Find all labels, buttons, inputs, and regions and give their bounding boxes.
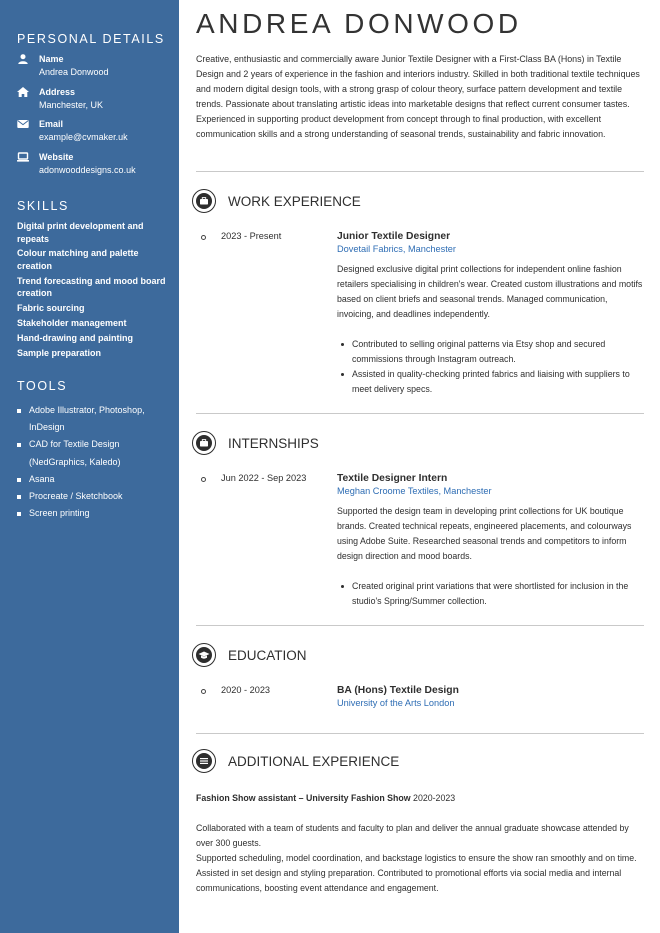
tools-heading: TOOLS bbox=[17, 379, 68, 393]
additional-role: Fashion Show assistant – University Fashion Show bbox=[196, 793, 411, 803]
tool-item: Adobe Illustrator, Photoshop, InDesign bbox=[17, 402, 167, 436]
additional-heading bbox=[196, 793, 455, 803]
work-description: Designed exclusive digital print collections for independent online fashion retailers specialising in children's wear. Created custom illustrations and motifs based on client briefs and seasonal trends. Managed communication, invoicing, and deadlines independently. bbox=[337, 264, 643, 319]
internships-title: INTERNSHIPS bbox=[228, 436, 319, 451]
internship-date: Jun 2022 - Sep 2023 bbox=[221, 473, 307, 483]
skills-list bbox=[17, 220, 167, 362]
user-icon bbox=[17, 54, 29, 64]
internship-description: Supported the design team in developing print collections for UK boutique brands. Created technical repeats, engineered placements, and colourways using Adobe Suite. Researched seasonal trends and competitors to inform design direction and mood boards. bbox=[337, 506, 632, 561]
personal-website-label: Website bbox=[39, 152, 74, 162]
divider bbox=[196, 171, 644, 172]
skill-item: Digital print development and repeats bbox=[17, 221, 144, 244]
education-title: EDUCATION bbox=[228, 648, 307, 663]
additional-description bbox=[196, 821, 646, 896]
tools-list bbox=[17, 402, 167, 522]
briefcase-icon bbox=[192, 189, 216, 213]
list-item: Contributed to selling original patterns via Etsy shop and secured commissions through Instagram outreach. bbox=[337, 337, 645, 367]
list-item: Assisted in quality-checking printed fabrics and liaising with suppliers to meet delivery specs. bbox=[337, 367, 645, 397]
divider bbox=[196, 733, 644, 734]
timeline-dot bbox=[201, 689, 206, 694]
tool-item: CAD for Textile Design (NedGraphics, Kaledo) bbox=[17, 436, 167, 470]
candidate-name: ANDREA DONWOOD bbox=[196, 8, 522, 39]
envelope-icon bbox=[17, 119, 29, 129]
tool-item: Screen printing bbox=[17, 505, 167, 522]
personal-email-label: Email bbox=[39, 119, 64, 129]
personal-name-value: Andrea Donwood bbox=[39, 67, 109, 77]
tool-item: Procreate / Sketchbook bbox=[17, 488, 167, 505]
graduation-cap-icon bbox=[192, 643, 216, 667]
education-degree: BA (Hons) Textile Design bbox=[337, 685, 459, 696]
skill-item: Fabric sourcing bbox=[17, 303, 85, 314]
divider bbox=[196, 625, 644, 626]
work-date: 2023 - Present bbox=[221, 231, 282, 241]
skill-item: Hand-drawing and painting bbox=[17, 332, 133, 343]
personal-website-value[interactable]: adonwooddesigns.co.uk bbox=[39, 165, 136, 175]
timeline-dot bbox=[201, 477, 206, 482]
timeline-dot bbox=[201, 235, 206, 240]
work-role: Junior Textile Designer bbox=[337, 231, 451, 242]
home-icon bbox=[17, 87, 29, 97]
skills-heading: SKILLS bbox=[17, 199, 69, 213]
internship-bullets bbox=[337, 579, 645, 609]
personal-email-value[interactable]: example@cvmaker.uk bbox=[39, 132, 128, 142]
laptop-icon bbox=[17, 152, 29, 162]
skill-item: Sample preparation bbox=[17, 347, 102, 358]
personal-details-heading: PERSONAL DETAILS bbox=[17, 32, 165, 46]
work-bullets bbox=[337, 337, 645, 397]
personal-address-label: Address bbox=[39, 87, 76, 97]
internship-role: Textile Designer Intern bbox=[337, 473, 448, 484]
list-icon bbox=[192, 749, 216, 773]
divider bbox=[196, 413, 644, 414]
personal-name-label: Name bbox=[39, 54, 64, 64]
skill-item: Stakeholder management bbox=[17, 318, 127, 329]
additional-experience-title: ADDITIONAL EXPERIENCE bbox=[228, 754, 400, 769]
list-item: Created original print variations that were shortlisted for inclusion in the studio's Spring/Summer collection. bbox=[337, 579, 645, 609]
profile-summary: Creative, enthusiastic and commercially aware Junior Textile Designer with a First-Class BA (Hons) in Textile Design and 2 years of experience in the fashion and interiors industry. Skilled in both traditional textile techniques and modern digital design tools, with a strong grasp of colour theory, surface pattern development and textile trends. Passionate about translating artistic ideas into marketable designs that reflect current consumer tastes. Experienced in supporting product development from concept through to final production, with excellent communication skills and a strong understanding of seasonal trends, sustainability and fabric innovation. bbox=[196, 54, 640, 140]
skill-item: Colour matching and palette creation bbox=[17, 248, 139, 271]
personal-address-value: Manchester, UK bbox=[39, 100, 104, 110]
education-school: University of the Arts London bbox=[337, 698, 455, 708]
additional-paragraph: Collaborated with a team of students and faculty to plan and deliver the annual graduate showcase attended by over 300 guests. bbox=[196, 823, 629, 848]
education-date: 2020 - 2023 bbox=[221, 685, 271, 695]
briefcase-icon bbox=[192, 431, 216, 455]
skill-item: Trend forecasting and mood board creation bbox=[17, 275, 166, 299]
tool-item: Asana bbox=[17, 471, 167, 488]
sidebar bbox=[0, 0, 179, 933]
additional-paragraph: Supported scheduling, model coordination, and backstage logistics to ensure the show ran smoothly and on time. Assisted in set design and styling preparation. Contributed to promotional efforts via social media and internal communications, boosting event attendance and engagement. bbox=[196, 853, 637, 893]
internship-company: Meghan Croome Textiles, Manchester bbox=[337, 486, 492, 496]
work-experience-title: WORK EXPERIENCE bbox=[228, 194, 361, 209]
work-company: Dovetail Fabrics, Manchester bbox=[337, 244, 456, 254]
additional-period: 2020-2023 bbox=[413, 793, 456, 803]
